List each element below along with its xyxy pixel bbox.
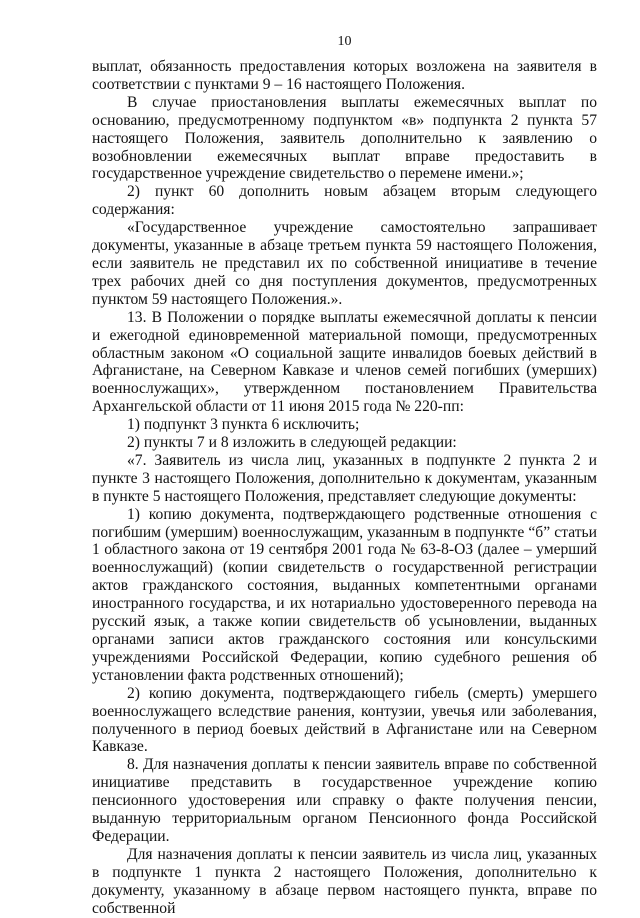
paragraph-12: Для назначения доплаты к пенсии заявитель из числа лиц, указанных в подпункте 1 пункта 2 настоящего Положения, дополнительно к документу, указанному в абзаце первом настоящего пункта, вправе по собственной xyxy=(92,845,597,917)
paragraph-9: 1) копию документа, подтверждающего родственные отношения с погибшим (умершим) военнослужащим, указанным в подпункте “б” статьи 1 областного закона от 19 сентября 2001 года № 63-8-ОЗ (далее – умерший военнослужащий) (копии свидетельств о государственной регистрации актов гражданского состояния, выданных компетентными органами иностранного государства, и их нотариально удостоверенного перевода на русский язык, а также копии свидетельств об усыновлении, выданных органами записи актов гражданского состояния или консульскими учреждениями Российской Федерации, копию судебного решения об установлении факта родственных отношений); xyxy=(92,505,597,684)
paragraph-2: В случае приостановления выплаты ежемесячных выплат по основанию, предусмотренному подпунктом «в» подпункта 2 пункта 57 настоящего Положения, заявитель дополнительно к заявлению о возобновлении ежемесячных выплат вправе предоставить в государственное учреждение свидетельство о перемене имени.»; xyxy=(92,93,597,183)
document-body xyxy=(92,58,597,918)
paragraph-7: 2) пункты 7 и 8 изложить в следующей редакции: xyxy=(127,434,457,452)
paragraph-8: «7. Заявитель из числа лиц, указанных в подпункте 2 пункта 2 и пункте 3 настоящего Положения, дополнительно к документам, указанным в пункте 5 настоящего Положения, представляет следующие документы: xyxy=(92,451,597,505)
paragraph-6: 1) подпункт 3 пункта 6 исключить; xyxy=(127,416,360,434)
paragraph-1: выплат, обязанность предоставления которых возложена на заявителя в соответствии с пунктами 9 – 16 настоящего Положения. xyxy=(92,58,597,93)
paragraph-3: 2) пункт 60 дополнить новым абзацем вторым следующего содержания: xyxy=(92,183,597,219)
paragraph-11: 8. Для назначения доплаты к пенсии заявитель вправе по собственной инициативе представить в государственное учреждение копию пенсионного удостоверения или справку о факте получения пенсии, выданную территориальным органом Пенсионного фонда Российской Федерации. xyxy=(92,756,597,845)
page-number: 10 xyxy=(337,34,352,49)
paragraph-4: «Государственное учреждение самостоятельно запрашивает документы, указанные в абзаце третьем пункта 59 настоящего Положения, если заявитель не представил их по собственной инициативе в течение трех рабочих дней со дня поступления документов, предусмотренных пунктом 59 настоящего Положения.». xyxy=(92,219,597,308)
paragraph-5: 13. В Положении о порядке выплаты ежемесячной доплаты к пенсии и ежегодной единовременной материальной помощи, предусмотренных областным законом «О социальной защите инвалидов боевых действий в Афганистане, на Северном Кавказе и членов семей погибших (умерших) военнослужащих», утвержденном постановлением Правительства Архангельской области от 11 июня 2015 года № 220-пп: xyxy=(92,308,597,416)
paragraph-10: 2) копию документа, подтверждающего гибель (смерть) умершего военнослужащего вследствие ранения, контузии, увечья или заболевания, полученного в период боевых действий в Афганистане или на Северном Кавказе. xyxy=(92,684,597,756)
